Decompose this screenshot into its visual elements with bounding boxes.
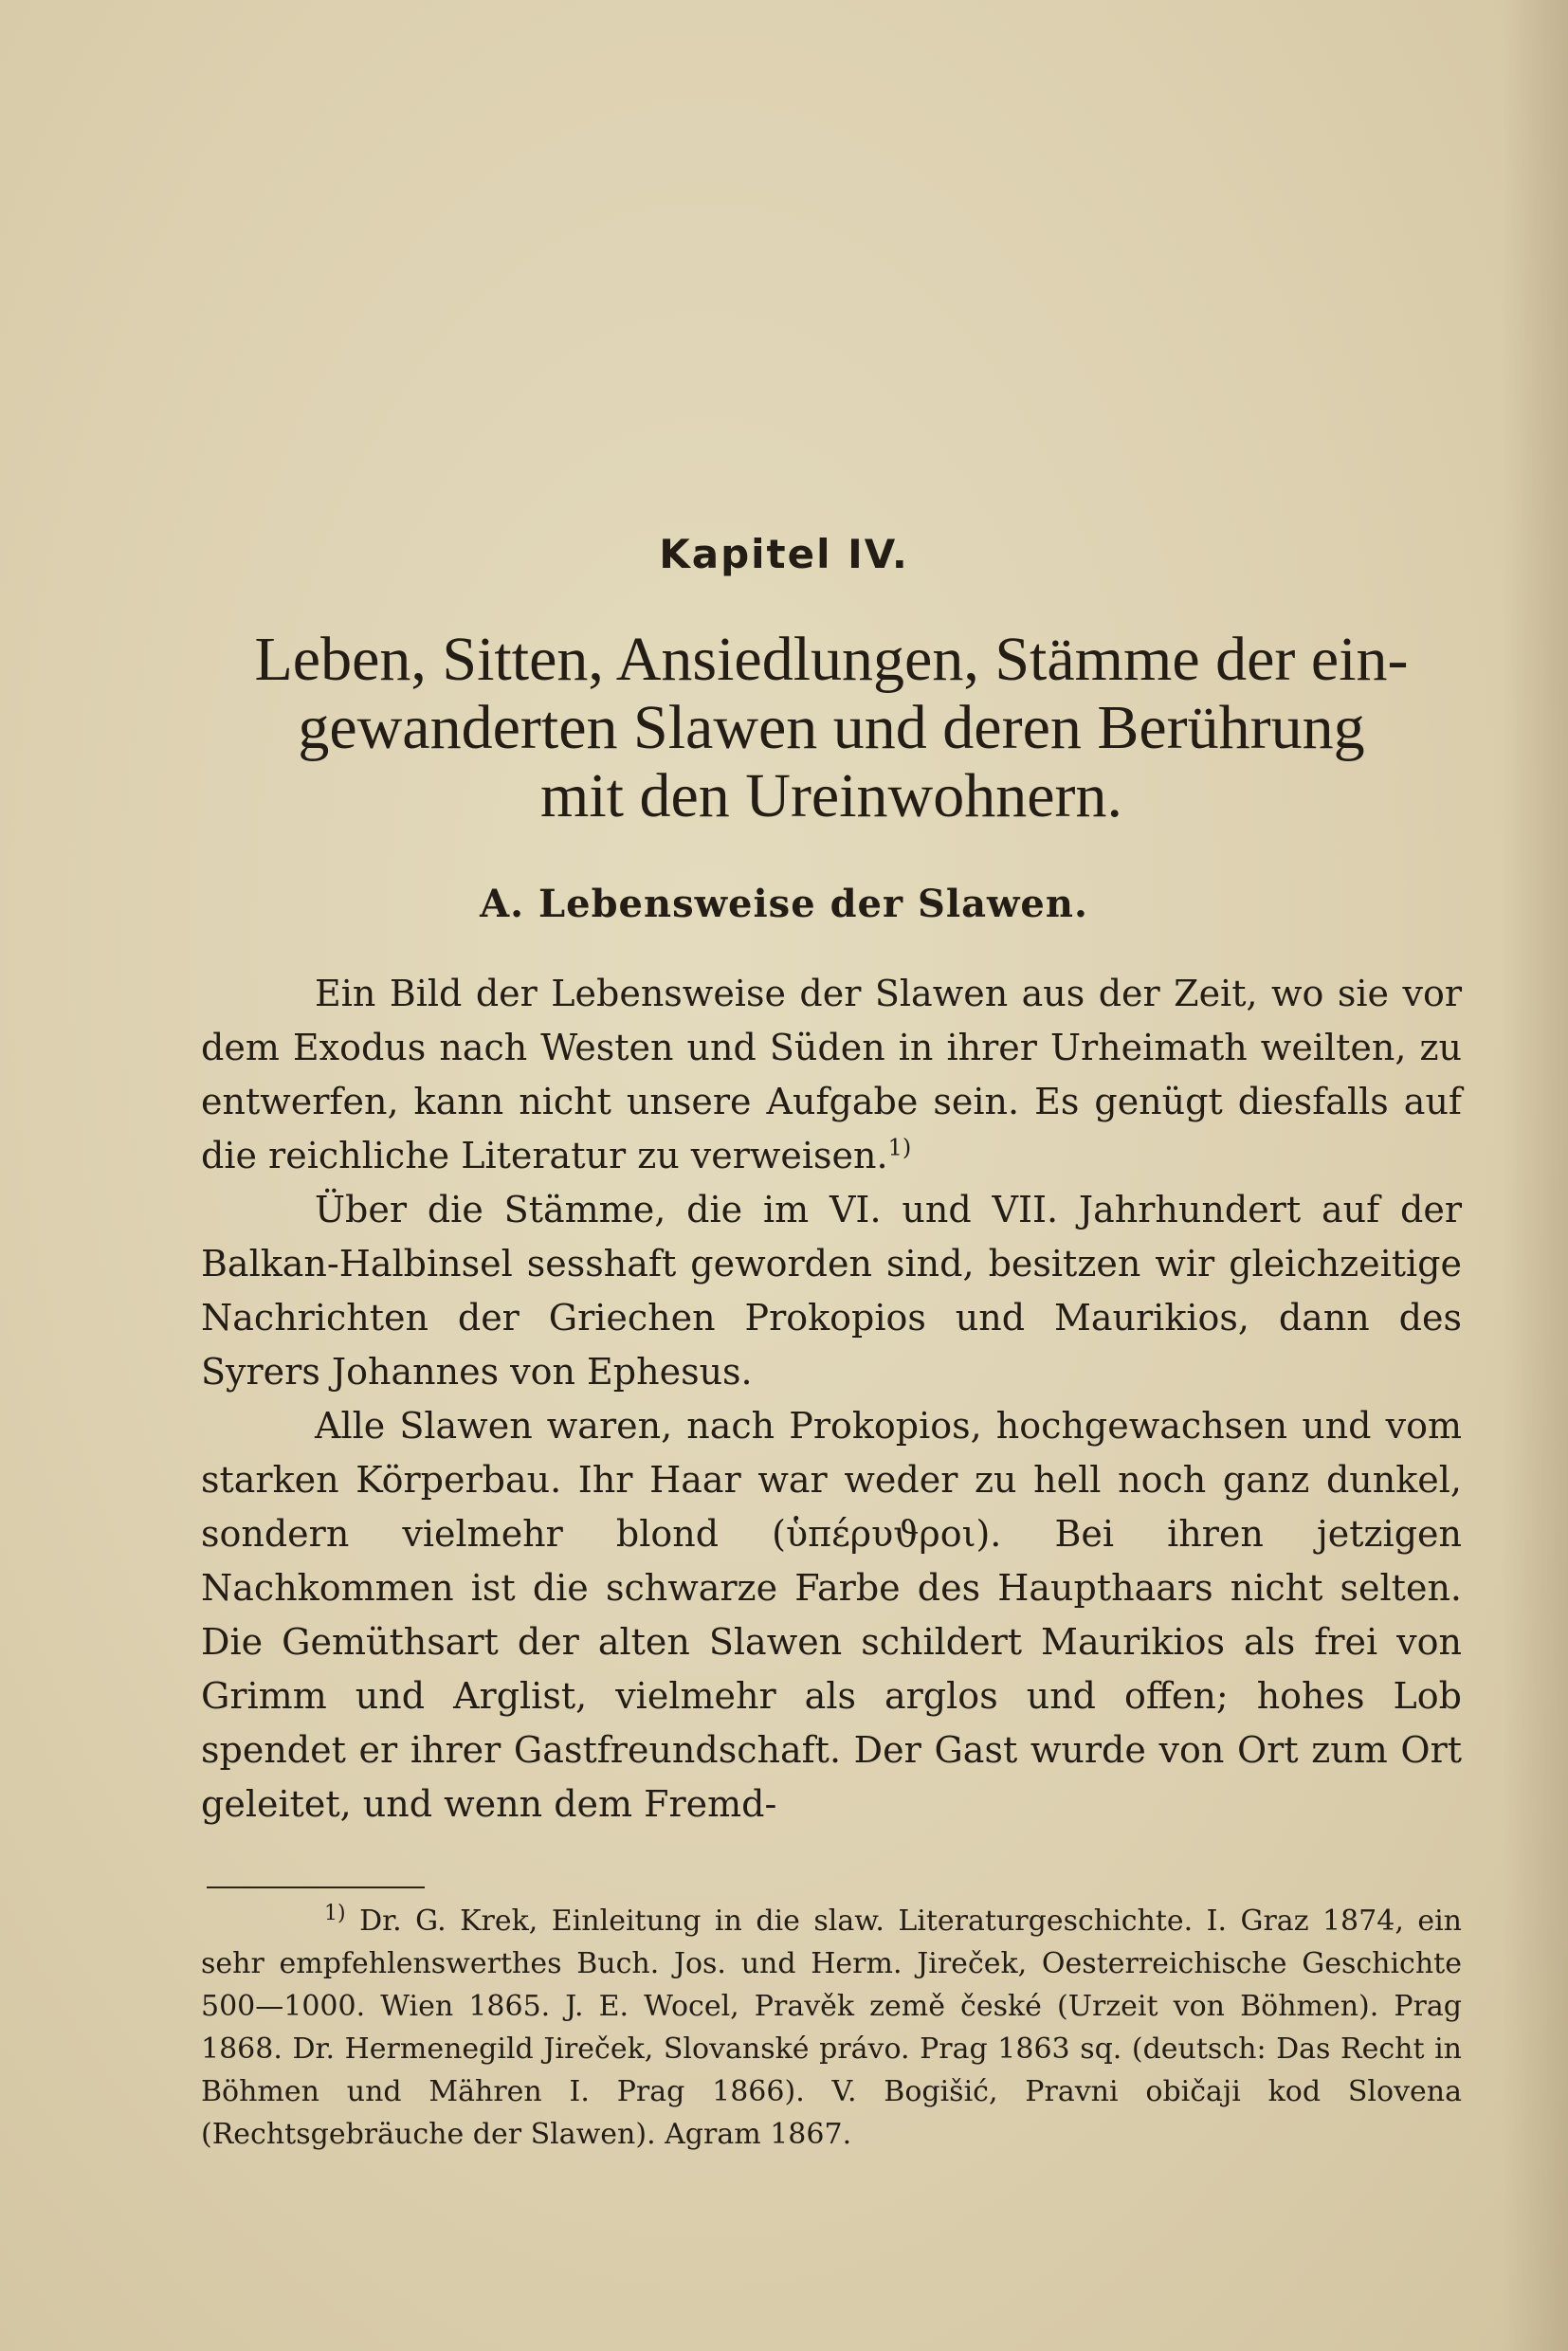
paragraph bbox=[201, 967, 1462, 1183]
section-heading: A. Lebensweise der Slawen. bbox=[480, 882, 1088, 926]
chapter-title-line: mit den Ureinwohnern. bbox=[539, 761, 1122, 830]
chapter-label: Kapitel IV. bbox=[659, 531, 909, 577]
footnote-text: Dr. G. Krek, Einleitung in die slaw. Literaturgeschichte. I. Graz 1874, ein sehr empfehlenswerthes Buch. Jos. und Herm. Jireček, Oesterreichische Geschichte 500—1000. Wien 1865. J. E. Wocel, Pravěk země české (Urzeit von Böhmen). Prag 1868. Dr. Hermenegild Jireček, Slovanské právo. Prag 1863 sq. (deutsch: Das Recht in Böhmen und Mähren I. Prag 1866). V. Bogišić, Pravni običaji kod Slovena (Rechtsgebräuche der Slawen). Agram 1867. bbox=[201, 1904, 1462, 2151]
footnote bbox=[201, 1900, 1462, 2156]
chapter-title bbox=[201, 626, 1462, 830]
chapter-title-line: gewanderten Slawen und deren Berührung bbox=[298, 693, 1365, 762]
paragraph-text: Ein Bild der Lebensweise der Slawen aus der Zeit, wo sie vor dem Exodus nach Westen und Süden in ihrer Urheimath weilten, zu entwerfen, kann nicht unsere Aufgabe sein. Es genügt diesfalls auf die reichliche Literatur zu verweisen. bbox=[201, 973, 1462, 1176]
page-edge-shadow bbox=[1502, 0, 1568, 2351]
paragraph bbox=[201, 1399, 1462, 1832]
chapter-title-line: Leben, Sitten, Ansiedlungen, Stämme der ein- bbox=[254, 625, 1409, 694]
paragraph-text: Über die Stämme, die im VI. und VII. Jahrhundert auf der Balkan-Halbinsel sesshaft geworden sind, besitzen wir gleichzeitige Nachrichten der Griechen Prokopios und Maurikios, dann des Syrers Johannes von Ephesus. bbox=[201, 1189, 1462, 1393]
paragraph bbox=[201, 1183, 1462, 1399]
body-text bbox=[201, 967, 1462, 1832]
footnote-separator bbox=[207, 1886, 425, 1888]
footnote-reference: 1) bbox=[887, 1134, 912, 1161]
paragraph-text: Alle Slawen waren, nach Prokopios, hochgewachsen und vom starken Körperbau. Ihr Haar war weder zu hell noch ganz dunkel, sondern vielmehr blond (ὑπέρυϑροι). Bei ihren jetzigen Nachkommen ist die schwarze Farbe des Haupthaars nicht selten. Die Gemüthsart der alten Slawen schildert Maurikios als frei von Grimm und Arglist, vielmehr als arglos und offen; hohes Lob spendet er ihrer Gastfreundschaft. Der Gast wurde von Ort zum Ort geleitet, und wenn dem Fremd- bbox=[201, 1405, 1462, 1825]
footnote-mark: 1) bbox=[324, 1902, 346, 1925]
